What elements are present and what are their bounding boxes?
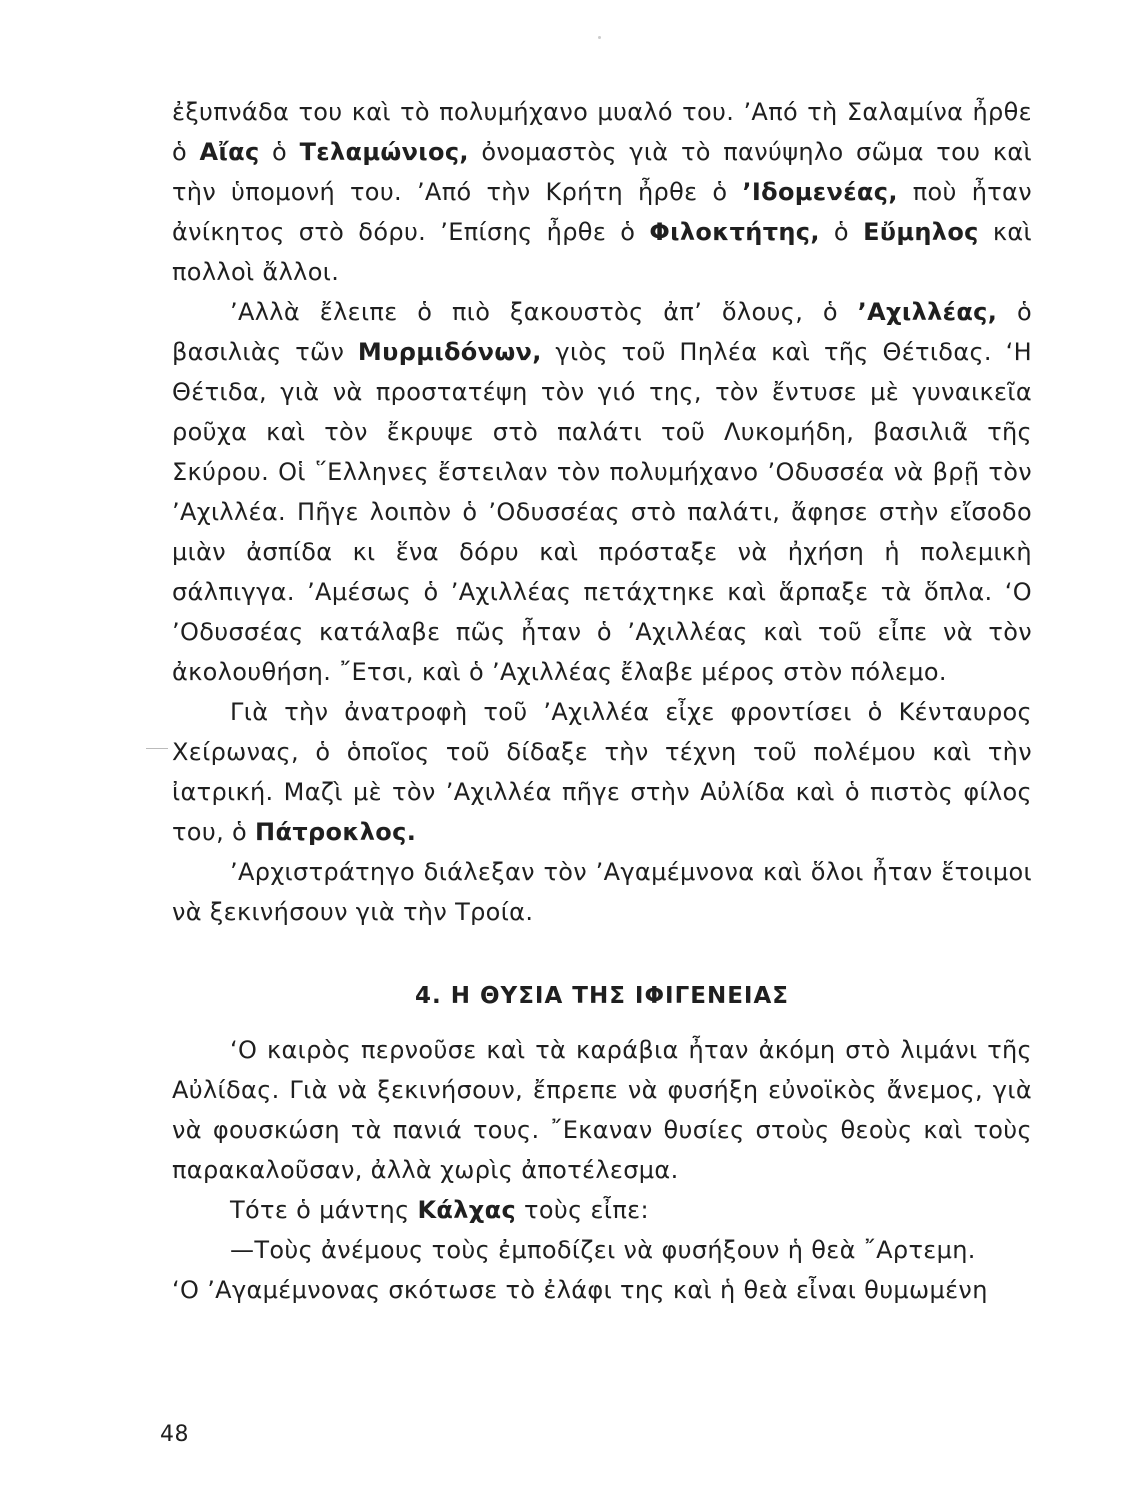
bold-name: Τελαμώνιος, <box>299 138 469 166</box>
text-run: Τότε ὁ μάντης <box>230 1196 418 1224</box>
paragraph <box>172 1190 1032 1230</box>
text-run: ’Αρχιστράτηγο διάλεξαν τὸν ’Αγαμέμνονα καὶ ὅλοι ἦταν ἕτοιμοι νὰ ξεκινήσουν γιὰ τὴν Τροία. <box>172 858 1032 926</box>
margin-mark <box>146 748 168 749</box>
text-run: —Τοὺς ἀνέμους τοὺς ἐμποδίζει νὰ φυσήξουν ἡ θεὰ ῎Αρτεμη. <box>230 1236 976 1264</box>
bold-name: ’Αχιλλέας, <box>857 298 998 326</box>
bold-name: ’Ιδομενέας, <box>742 178 898 206</box>
paragraph <box>172 92 1032 292</box>
section-3-continuation <box>172 92 1032 932</box>
paragraph <box>172 292 1032 692</box>
text-run: ‘Ο ’Αγαμέμνονας σκότωσε τὸ ἐλάφι της καὶ ἡ θεὰ εἶναι θυμωμένη <box>172 1276 988 1304</box>
text-run: ὁ βασιλιὰς τῶν <box>172 298 1032 366</box>
text-run: ‘Ο καιρὸς περνοῦσε καὶ τὰ καράβια ἦταν ἀκόμη στὸ λιμάνι τῆς Αὐλίδας. Γιὰ νὰ ξεκινήσουν, ἔπρεπε νὰ φυσήξη εὐνοϊκὸς ἄνεμος, γιὰ νὰ φουσκώση τὰ πανιά τους. ῎Εκαναν θυσίες στοὺς θεοὺς καὶ τοὺς παρακαλοῦσαν, ἀλλὰ χωρὶς ἀποτέλεσμα. <box>172 1036 1032 1184</box>
bold-name: Εὔμηλος <box>863 218 979 246</box>
bold-name: Μυρμιδόνων, <box>357 338 542 366</box>
bold-name: Αἴας <box>199 138 260 166</box>
bold-name: Κάλχας <box>417 1196 517 1224</box>
paragraph <box>172 1230 1032 1270</box>
scan-speck <box>598 36 601 39</box>
paragraph <box>172 1030 1032 1190</box>
text-run: τοὺς εἶπε: <box>516 1196 649 1224</box>
text-run: γιὸς τοῦ Πηλέα καὶ τῆς Θέτιδας. ‘Η Θέτιδα, γιὰ νὰ προστατέψη τὸν γιό της, τὸν ἔντυσε μὲ γυναικεῖα ροῦχα καὶ τὸν ἔκρυψε στὸ παλάτι τοῦ Λυκομήδη, βασιλιᾶ τῆς Σκύρου. Οἱ ῞Ελληνες ἔστειλαν τὸν πολυμήχανο ’Οδυσσέα νὰ βρῇ τὸν ’Αχιλλέα. Πῆγε λοιπὸν ὁ ’Οδυσσέας στὸ παλάτι, ἄφησε στὴν εἴσοδο μιὰν ἀσπίδα κι ἕνα δόρυ καὶ πρόσταξε νὰ ἠχήση ἡ πολεμικὴ σάλπιγγα. ’Αμέσως ὁ ’Αχιλλέας πετάχτηκε καὶ ἅρπαξε τὰ ὅπλα. ‘Ο ’Οδυσσέας κατάλαβε πῶς ἦταν ὁ ’Αχιλλέας καὶ τοῦ εἶπε νὰ τὸν ἀκολουθήση. ῎Ετσι, καὶ ὁ ’Αχιλλέας ἔλαβε μέρος στὸν πόλεμο. <box>172 338 1032 686</box>
text-run: ’Αλλὰ ἔλειπε ὁ πιὸ ξακουστὸς ἀπ’ ὅλους, ὁ <box>230 298 858 326</box>
text-run: ὁ <box>819 218 864 246</box>
text-run: ὁ <box>259 138 300 166</box>
bold-name: Πάτροκλος. <box>255 818 417 846</box>
text-run: ἐξυπνάδα του καὶ τὸ πολυμήχανο μυαλό του. ’Από τὴ Σαλαμίνα ἦρθε ὁ <box>172 98 1032 166</box>
text-run: ποὺ ἦταν ἀνίκητος στὸ δόρυ. ’Επίσης ἦρθε ὁ <box>172 178 1032 246</box>
paragraph <box>172 692 1032 852</box>
text-run: καὶ πολλοὶ ἄλλοι. <box>172 218 1032 286</box>
text-run: Γιὰ τὴν ἀνατροφὴ τοῦ ’Αχιλλέα εἶχε φροντίσει ὁ Κένταυρος Χείρωνας, ὁ ὁποῖος τοῦ δίδαξε τὴν τέχνη τοῦ πολέμου καὶ τὴν ἰατρική. Μαζὶ μὲ τὸν ’Αχιλλέα πῆγε στὴν Αὐλίδα καὶ ὁ πιστὸς φίλος του, ὁ <box>172 698 1032 846</box>
page-number: 48 <box>160 1422 189 1447</box>
paragraph <box>172 1270 1032 1310</box>
body-text <box>172 92 1032 1310</box>
chapter-heading: 4. Η ΘΥΣΙΑ ΤΗΣ ΙΦΙΓΕΝΕΙΑΣ <box>414 983 789 1009</box>
bold-name: Φιλοκτήτης, <box>649 218 820 246</box>
section-4-text <box>172 1030 1032 1310</box>
paragraph <box>172 852 1032 932</box>
text-run: ὀνομαστὸς γιὰ τὸ πανύψηλο σῶμα του καὶ τὴν ὑπομονή του. ’Από τὴν Κρήτη ἦρθε ὁ <box>172 138 1032 206</box>
